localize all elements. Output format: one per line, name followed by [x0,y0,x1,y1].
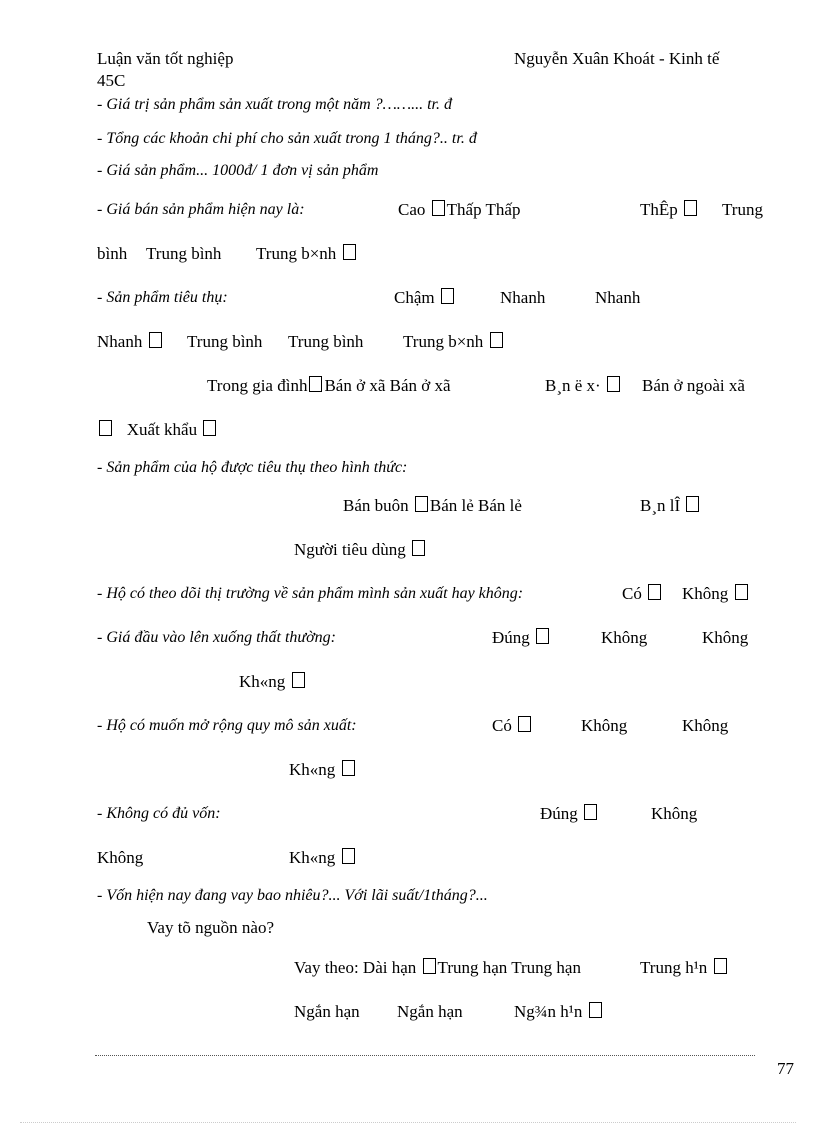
option-label: Trung b×nh [403,332,484,351]
option-co[interactable] [622,584,663,604]
checkbox[interactable] [99,420,112,436]
header-left: Luận văn tốt nghiệp [97,49,234,68]
option-label: Đúng [492,628,530,647]
question-selling-price: - Giá bán sản phẩm hiện nay là: [97,201,305,218]
option-label: B¸n lÎ [640,496,681,515]
checkbox[interactable] [735,584,748,600]
option-label: Không [97,848,144,867]
option-khong[interactable] [682,584,750,604]
checkbox[interactable] [684,200,697,216]
option-trong-gia-dinh[interactable] [207,376,451,396]
option-label: Ng¾n h¹n [514,1002,583,1021]
page-number: 77 [777,1059,794,1078]
option-co[interactable] [492,716,533,736]
option-label: Có [492,716,512,735]
option-cao[interactable] [398,200,520,220]
checkbox[interactable] [686,496,699,512]
option-label: Trung b×nh [256,244,337,263]
checkbox[interactable] [490,332,503,348]
option-label: Ngắn hạn [294,1002,360,1021]
checkbox[interactable] [441,288,454,304]
option-label: Nhanh [97,332,143,351]
option-label: Đúng [540,804,578,823]
question-consumption: - Sản phẩm tiêu thụ: [97,289,228,306]
option-xuat-khau[interactable] [97,420,218,440]
option-ban-le[interactable] [640,496,701,516]
question-expand-production: - Hộ có muốn mở rộng quy mô sản xuất: [97,717,357,734]
option-trung-han[interactable] [640,958,729,978]
option-label: ThÊp [640,200,678,219]
option-label: Người tiêu dùng [294,540,406,559]
checkbox[interactable] [412,540,425,556]
option-khong[interactable] [289,848,357,868]
question-input-price: - Giá đầu vào lên xuống thất thường: [97,629,337,646]
checkbox[interactable] [149,332,162,348]
checkbox[interactable] [292,672,305,688]
option-label: Không [682,584,729,603]
option-label: Nhanh [500,288,546,307]
checkbox[interactable] [343,244,356,260]
checkbox[interactable] [342,760,355,776]
option-label: Trung bình [288,332,364,351]
checkbox[interactable] [342,848,355,864]
option-nhanh[interactable] [97,332,164,352]
option-label: B¸n ë x· [545,376,601,395]
option-label: Ngắn hạn [397,1002,463,1021]
option-nguoi-tieu-dung[interactable] [294,540,427,560]
option-ban-buon[interactable] [343,496,522,516]
checkbox[interactable] [203,420,216,436]
option-label: Trung [722,200,763,219]
footer-divider [95,1055,755,1056]
question-sales-form: - Sản phẩm của hộ được tiêu thụ theo hình thức: [97,459,408,476]
checkbox[interactable] [309,376,322,392]
question-total-cost: - Tổng các khoản chi phí cho sản xuất trong 1 tháng?.. tr. đ [97,130,477,147]
checkbox[interactable] [518,716,531,732]
option-label: Có [622,584,642,603]
option-label: Thấp Thấp [446,200,521,219]
checkbox[interactable] [607,376,620,392]
loan-source: Vay tõ nguồn nào? [147,918,275,937]
header-right: Nguyễn Xuân Khoát - Kinh tế [514,49,720,68]
option-label: Kh«ng [289,760,336,779]
checkbox[interactable] [648,584,661,600]
header-cont: 45C [97,71,126,90]
option-label: Nhanh [595,288,641,307]
option-label: Không [702,628,749,647]
option-label: Kh«ng [289,848,336,867]
option-label: Chậm [394,288,435,307]
option-dai-han[interactable] [294,958,581,978]
question-product-price: - Giá sản phẩm... 1000đ/ 1 đơn vị sản phẩm [97,162,379,179]
option-label: Bán ở xã Bán ở xã [324,376,451,395]
option-trung-binh[interactable] [403,332,505,352]
option-ban-o-xa[interactable] [545,376,622,396]
option-label: bình [97,244,128,263]
question-loan: - Vốn hiện nay đang vay bao nhiêu?... Với lãi suất/1tháng?... [97,887,488,904]
option-label: Bán ở ngoài xã [642,376,745,395]
option-dung[interactable] [492,628,551,648]
option-khong[interactable] [239,672,307,692]
option-label: Không [651,804,698,823]
option-label: Không [581,716,628,735]
option-label: Bán lẻ Bán lẻ [429,496,522,515]
option-label: Xuất khẩu [126,420,198,439]
checkbox[interactable] [432,200,445,216]
option-label: Không [682,716,729,735]
option-label: Trong gia đình [207,376,308,395]
checkbox[interactable] [423,958,436,974]
checkbox[interactable] [536,628,549,644]
question-market-tracking: - Hộ có theo dõi thị trường về sản phẩm mình sản xuất hay không: [97,585,524,602]
option-khong[interactable] [289,760,357,780]
option-label: Trung h¹n [640,958,708,977]
option-thep[interactable] [640,200,699,220]
checkbox[interactable] [589,1002,602,1018]
option-label: Kh«ng [239,672,286,691]
option-label: Cao [398,200,426,219]
option-label: Bán buôn [343,496,409,515]
option-label: Trung bình [187,332,263,351]
option-label: Trung bình [146,244,222,263]
option-cham[interactable] [394,288,456,308]
checkbox[interactable] [415,496,428,512]
checkbox[interactable] [714,958,727,974]
option-label: Trung hạn Trung hạn [437,958,581,977]
option-label: Vay theo: Dài hạn [294,958,417,977]
option-dung[interactable] [540,804,599,824]
option-ngan-han[interactable] [514,1002,604,1022]
option-trung-binh[interactable] [256,244,358,264]
question-product-value: - Giá trị sản phẩm sản xuất trong một năm ?……... tr. đ [97,96,452,113]
question-capital: - Không có đủ vốn: [97,805,221,822]
option-label: Không [601,628,648,647]
checkbox[interactable] [584,804,597,820]
